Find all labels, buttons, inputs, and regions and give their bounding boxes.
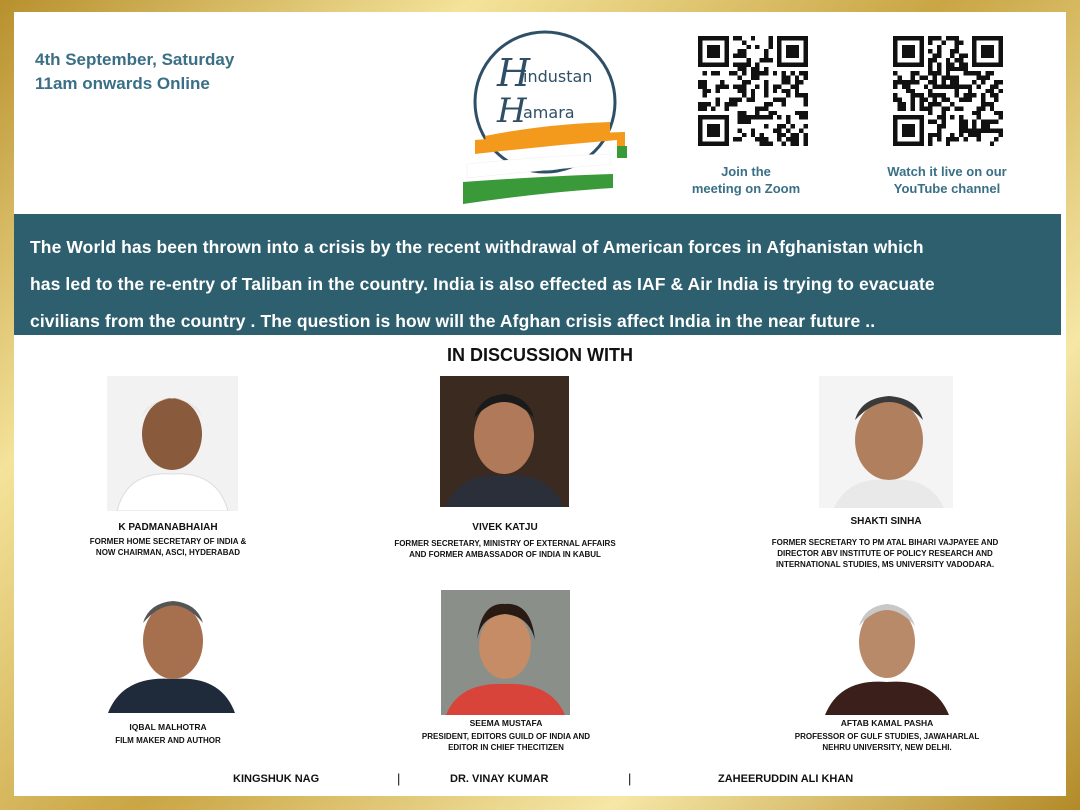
panelist-name-3: SHAKTI SINHA (850, 516, 922, 527)
banner-line-3: civilians from the country . The question is how will the Afghan crisis affect India in the near future .. (30, 311, 876, 331)
logo-letter-h2: H (497, 91, 527, 131)
event-datetime (35, 48, 234, 96)
panelist-desc-1 (28, 536, 308, 558)
moderator-1: KINGSHUK NAG (233, 773, 320, 785)
photo-shakti-sinha (819, 376, 953, 508)
zoom-caption (666, 163, 826, 197)
logo-word-2: amara (523, 103, 575, 122)
panelist-desc-4-line1: FILM MAKER AND AUTHOR (115, 736, 221, 745)
panelist-desc-2-line2: AND FORMER AMBASSADOR OF INDIA IN KABUL (409, 550, 601, 559)
youtube-qr-code[interactable] (893, 36, 1003, 146)
panelist-desc-3-line2: DIRECTOR ABV INSTITUTE OF POLICY RESEARCH AND (777, 549, 993, 558)
panelist-name-1: K PADMANABHAIAH (118, 522, 218, 533)
youtube-caption-line1: Watch it live on our (887, 164, 1007, 179)
photo-iqbal-malhotra (103, 583, 240, 713)
hindustan-hamara-logo (445, 14, 635, 214)
panelist-name-5: SEEMA MUSTAFA (469, 718, 543, 728)
discussion-heading: IN DISCUSSION WITH (446, 345, 633, 365)
banner-line-1: The World has been thrown into a crisis by the recent withdrawal of American forces in Afghanistan which (30, 237, 924, 257)
panelist-desc-2 (365, 538, 645, 560)
event-time: 11am onwards Online (35, 74, 210, 93)
panelist-desc-5 (366, 731, 646, 753)
panelist-desc-4 (28, 735, 308, 746)
photo-vivek-katju (440, 376, 569, 507)
panelist-desc-6-line2: NEHRU UNIVERSITY, NEW DELHI. (822, 743, 952, 752)
moderator-separator-2: | (628, 771, 632, 786)
photo-seema-mustafa (441, 590, 570, 715)
panelist-name-2: VIVEK KATJU (472, 522, 538, 533)
panelist-desc-1-line2: NOW CHAIRMAN, ASCI, HYDERABAD (95, 548, 241, 557)
moderator-3: ZAHEERUDDIN ALI KHAN (718, 773, 854, 785)
panelist-name-6: AFTAB KAMAL PASHA (840, 718, 934, 728)
panelist-desc-6-line1: PROFESSOR OF GULF STUDIES, JAWAHARLAL (794, 732, 980, 741)
panelist-desc-2-line1: FORMER SECRETARY, MINISTRY OF EXTERNAL AFFAIRS (394, 539, 616, 548)
zoom-caption-line1: Join the (721, 164, 771, 179)
panelist-name-4: IQBAL MALHOTRA (129, 722, 207, 732)
zoom-qr-code[interactable] (698, 36, 808, 146)
moderator-2: DR. VINAY KUMAR (450, 773, 549, 785)
youtube-caption-line2: YouTube channel (893, 181, 1001, 196)
banner-line-2: has led to the re-entry of Taliban in the country. India is also effected as IAF & Air India is trying to evacuate (30, 274, 935, 294)
photo-aftab-kamal-pasha (820, 590, 954, 715)
panelist-desc-5-line1: PRESIDENT, EDITORS GUILD OF INDIA AND (421, 732, 591, 741)
zoom-caption-line2: meeting on Zoom (691, 181, 801, 196)
topic-banner (14, 214, 1061, 335)
logo-word-1: industan (523, 67, 593, 86)
youtube-caption (867, 163, 1027, 197)
panelist-desc-3-line1: FORMER SECRETARY TO PM ATAL BIHARI VAJPAYEE AND (771, 538, 999, 547)
logo-letter-h1: H (497, 51, 531, 95)
photo-k-padmanabhaiah (107, 376, 238, 511)
panelist-desc-3-line3: INTERNATIONAL STUDIES, MS UNIVERSITY VADODARA. (775, 560, 995, 569)
panelist-desc-1-line1: FORMER HOME SECRETARY OF INDIA & (89, 537, 247, 546)
event-date: 4th September, Saturday (35, 50, 235, 69)
panelist-desc-5-line2: EDITOR IN CHIEF THECITIZEN (448, 743, 564, 752)
panelist-desc-3 (745, 537, 1025, 570)
moderator-separator-1: | (397, 771, 401, 786)
panelist-desc-6 (747, 731, 1027, 753)
